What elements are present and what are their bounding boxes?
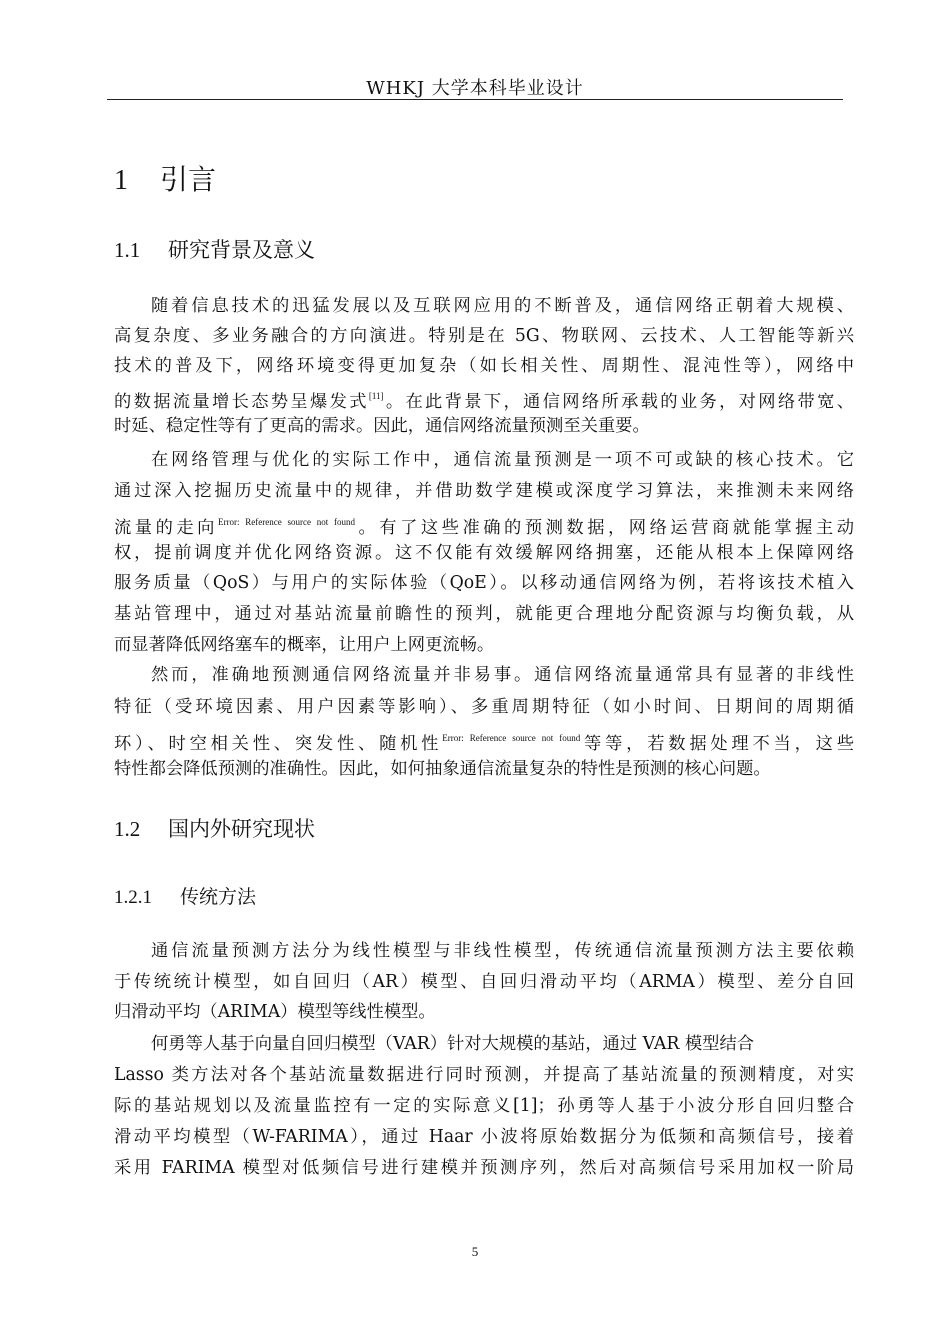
paragraph-line: 基站管理中，通过对基站流量前瞻性的预判，就能更合理地分配资源与均衡负载，从	[114, 604, 854, 624]
paragraph-line: 通过深入挖掘历史流量中的规律，并借助数学建模或深度学习算法，来推测未来网络	[114, 481, 854, 501]
paragraph-line: 归滑动平均（ARIMA）模型等线性模型。	[114, 1002, 436, 1022]
paragraph-line: 高复杂度、多业务融合的方向演进。特别是在 5G、物联网、云技术、人工智能等新兴	[114, 326, 854, 346]
error-reference: Error: Reference source not found	[217, 517, 355, 527]
paragraph-line: 随着信息技术的迅猛发展以及互联网应用的不断普及，通信网络正朝着大规模、	[151, 296, 854, 316]
page-number: 5	[471, 1244, 479, 1259]
paragraph-line: 时延、稳定性等有了更高的需求。因此，通信网络流量预测至关重要。	[114, 416, 650, 436]
paragraph-line: 服务质量（QoS）与用户的实际体验（QoE）。以移动通信网络为例，若将该技术植入	[114, 573, 854, 593]
paragraph-line: 特征（受环境因素、用户因素等影响）、多重周期特征（如小时间、日期间的周期循	[114, 697, 854, 717]
paragraph-line	[114, 727, 854, 755]
section-heading-1-1	[114, 234, 315, 264]
paragraph-line	[114, 385, 854, 413]
paragraph-line: 通信流量预测方法分为线性模型与非线性模型，传统通信流量预测方法主要依赖	[151, 941, 854, 961]
section-number: 1.1	[114, 238, 141, 262]
paragraph-line: 际的基站规划以及流量监控有一定的实际意义[1]；孙勇等人基于小波分形自回归整合	[114, 1096, 854, 1116]
section-title: 国内外研究现状	[168, 817, 315, 841]
chapter-heading	[114, 158, 216, 198]
text-run: 环）、时空相关性、突发性、随机性	[114, 734, 443, 754]
paragraph-line	[114, 511, 854, 539]
paragraph-line: 何勇等人基于向量自回归模型（VAR）针对大规模的基站，通过 VAR 模型结合	[151, 1034, 755, 1054]
section-heading-1-2	[114, 813, 315, 843]
text-run: 的数据流量增长态势呈爆发式	[114, 392, 369, 412]
paragraph-line: 于传统统计模型，如自回归（AR）模型、自回归滑动平均（ARMA）模型、差分自回	[114, 972, 854, 992]
text-run: 。在此背景下，通信网络所承载的业务，对网络带宽、	[383, 392, 854, 412]
error-reference: Error: Reference source not found	[442, 733, 581, 743]
text-run: 等等，若数据处理不当，这些	[580, 734, 854, 754]
subsection-number: 1.2.1	[114, 887, 152, 908]
paragraph-line: 在网络管理与优化的实际工作中，通信流量预测是一项不可或缺的核心技术。它	[151, 450, 854, 470]
section-title: 研究背景及意义	[168, 238, 315, 262]
chapter-number: 1	[114, 165, 128, 196]
paragraph-line: 特性都会降低预测的准确性。因此，如何抽象通信流量复杂的特性是预测的核心问题。	[114, 759, 771, 779]
paragraph-line: 然而，准确地预测通信网络流量并非易事。通信网络流量通常具有显著的非线性	[151, 665, 854, 685]
paragraph-line: 滑动平均模型（W-FARIMA），通过 Haar 小波将原始数据分为低频和高频信号，接着	[114, 1127, 854, 1147]
section-number: 1.2	[114, 817, 141, 841]
subsection-title: 传统方法	[180, 886, 257, 908]
paragraph-line: Lasso 类方法对各个基站流量数据进行同时预测，并提高了基站流量的预测精度，对实	[114, 1065, 854, 1085]
running-header: WHKJ 大学本科毕业设计	[366, 78, 584, 99]
text-run: 流量的走向	[114, 518, 218, 538]
text-run: 。有了这些准确的预测数据，网络运营商就能掌握主动	[354, 518, 854, 538]
paragraph-line: 采用 FARIMA 模型对低频信号进行建模并预测序列，然后对高频信号采用加权一阶局	[114, 1158, 854, 1178]
paragraph-line: 而显著降低网络塞车的概率，让用户上网更流畅。	[114, 635, 495, 655]
chapter-title: 引言	[160, 163, 217, 196]
header-rule	[107, 99, 843, 100]
citation-ref: [11]	[368, 391, 384, 401]
paragraph-line: 权，提前调度并优化网络资源。这不仅能有效缓解网络拥塞，还能从根本上保障网络	[114, 543, 854, 563]
subsection-heading-1-2-1	[114, 882, 256, 909]
paragraph-line: 技术的普及下，网络环境变得更加复杂（如长相关性、周期性、混沌性等），网络中	[114, 356, 854, 376]
